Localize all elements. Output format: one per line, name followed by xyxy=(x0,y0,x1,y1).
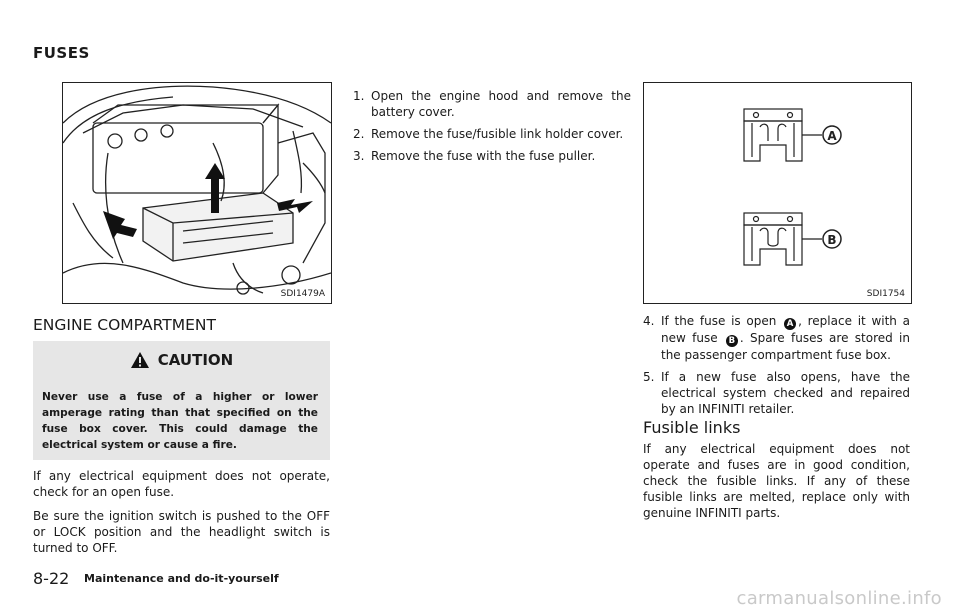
step-number: 1. xyxy=(353,89,365,103)
fuse-illustration xyxy=(644,83,911,303)
procedure-steps-continued xyxy=(643,313,910,423)
step-text-part: If the fuse is open xyxy=(661,314,777,328)
label-b-icon xyxy=(823,230,841,248)
step-4 xyxy=(643,313,910,363)
marker-b-icon: B xyxy=(726,335,738,347)
paragraph-open-fuse: If any electrical equipment does not operate, check for an open fuse. xyxy=(33,469,330,499)
caution-header xyxy=(33,341,330,379)
marker-a-icon: A xyxy=(784,318,796,330)
warning-icon xyxy=(130,351,150,369)
label-a-icon xyxy=(823,126,841,144)
page-number: 8-22 xyxy=(33,569,70,588)
subsection-heading: Fusible links xyxy=(643,418,741,437)
section-title: FUSES xyxy=(33,44,90,62)
fuse-figure xyxy=(643,82,912,304)
step-text: If a new fuse also opens, have the electrical system checked and repaired by an INFINITI retailer. xyxy=(661,370,910,416)
step-text: Remove the fuse/fusible link holder cover. xyxy=(371,127,624,141)
engine-compartment-figure xyxy=(62,82,332,304)
caution-title: CAUTION xyxy=(157,351,234,369)
paragraph-fusible-links: If any electrical equipment does not operate and fuses are in good condition, check the fusible links. If any of these fusible links are melted, replace only with genuine INFINITI parts. xyxy=(643,442,910,520)
figure-code: SDI1754 xyxy=(866,289,905,299)
watermark: carmanualsonline.info xyxy=(736,588,942,609)
step-1 xyxy=(353,88,631,120)
step-number: 4. xyxy=(643,314,655,328)
section-heading: ENGINE COMPARTMENT xyxy=(33,316,216,334)
caution-box xyxy=(33,341,330,460)
figure-code: SDI1479A xyxy=(280,289,325,299)
step-number: 3. xyxy=(353,149,365,163)
engine-compartment-illustration xyxy=(63,83,331,303)
chapter-title: Maintenance and do-it-yourself xyxy=(84,572,279,585)
step-number: 5. xyxy=(643,370,655,384)
paragraph-ignition: Be sure the ignition switch is pushed to the OFF or LOCK position and the headlight switch is turned to OFF. xyxy=(33,509,330,555)
step-text-part: , replace it with a new fuse xyxy=(661,314,910,345)
procedure-steps xyxy=(353,88,631,170)
step-3 xyxy=(353,148,631,164)
step-2 xyxy=(353,126,631,142)
caution-text: Never use a fuse of a higher or lower amperage rating than that specified on the fuse box cover. This could damage the electrical system or cause a fire. xyxy=(33,389,330,453)
step-text: Open the engine hood and remove the battery cover. xyxy=(371,89,631,119)
step-text-part: . Spare fuses are stored in the passenger compartment fuse box. xyxy=(661,331,910,362)
step-text: Remove the fuse with the fuse puller. xyxy=(371,149,596,163)
label-a: A xyxy=(827,129,837,143)
step-5 xyxy=(643,369,910,417)
step-number: 2. xyxy=(353,127,365,141)
label-b: B xyxy=(827,233,837,247)
